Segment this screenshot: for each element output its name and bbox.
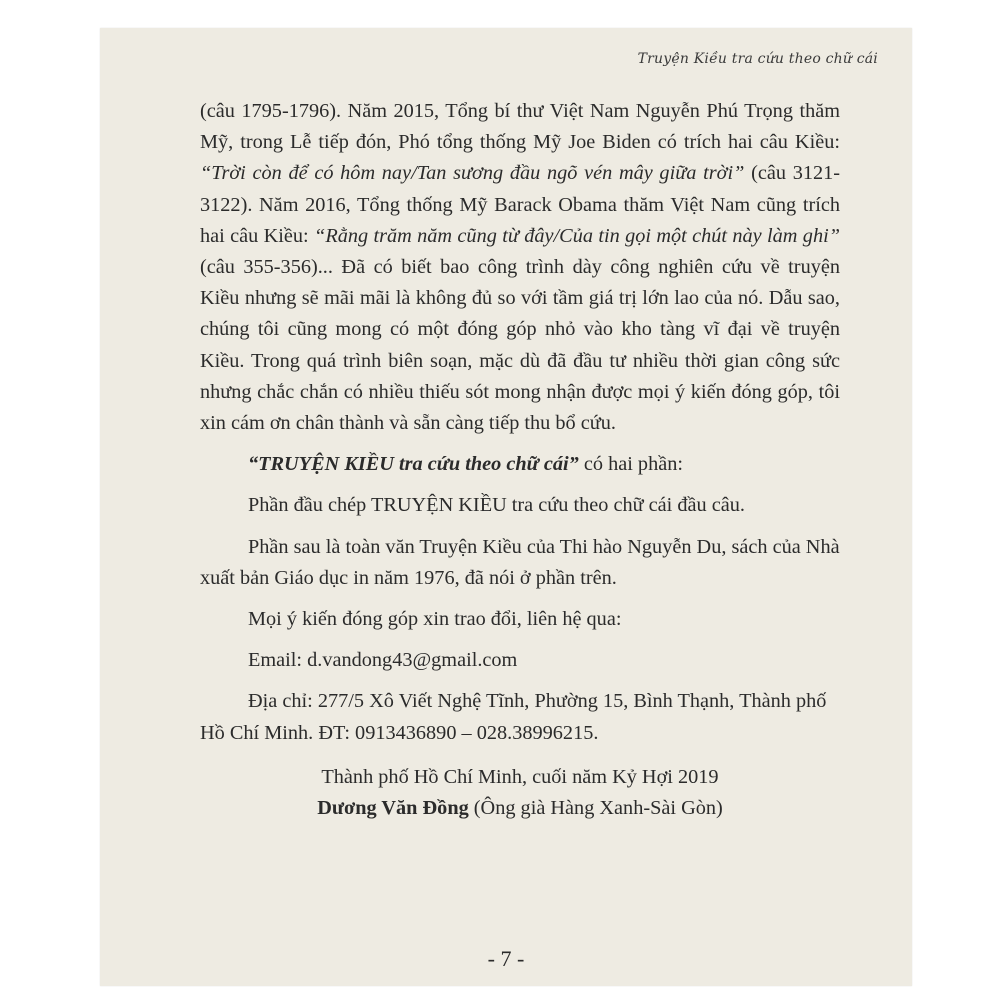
intro-text-2: (câu 3121-3122). Năm 2016, Tổng thống Mỹ Barack Obama thăm Việt Nam cũng trích hai câu Kiều: bbox=[200, 162, 841, 247]
author-alias: (Ông già Hàng Xanh-Sài Gòn) bbox=[468, 797, 723, 820]
body-text bbox=[200, 96, 840, 824]
intro-text-3: (câu 355-356)... Đã có biết bao công trình dày công nghiên cứu về truyện Kiều nhưng sẽ mãi mãi là không đủ so với tầm giá trị lớn lao của nó. Dẫu sao, chúng tôi cũng mong có một đóng góp nhỏ vào kho tàng vĩ đại về truyện Kiều. Trong quá trình biên soạn, mặc dù đã đầu tư nhiều thời gian công sức nhưng chắc chắn có nhiều thiếu sót mong nhận được mọi ý kiến đóng góp, tôi xin cám ơn chân thành và sẵn càng tiếp thu bổ cứu. bbox=[200, 256, 840, 435]
intro-text-1: (câu 1795-1796). Năm 2015, Tổng bí thư Việt Nam Nguyễn Phú Trọng thăm Mỹ, trong Lễ tiếp đón, Phó tổng thống Mỹ Joe Biden có trích hai câu Kiều: bbox=[200, 100, 840, 154]
part-one-description: Phần đầu chép TRUYỆN KIỀU tra cứu theo chữ cái đầu câu. bbox=[248, 494, 745, 517]
signature-place-date: Thành phố Hồ Chí Minh, cuối năm Kỷ Hợi 2019 bbox=[321, 765, 719, 788]
book-page bbox=[100, 28, 912, 986]
contact-address: Địa chỉ: 277/5 Xô Viết Nghệ Tĩnh, Phường 15, Bình Thạnh, Thành phố Hồ Chí Minh. ĐT: 0913436890 – 028.38996215. bbox=[200, 690, 827, 744]
parts-intro-rest: có hai phần: bbox=[578, 453, 683, 476]
kieu-quote-2: “Rằng trăm năm cũng từ đây/Của tin gọi một chút này làm ghi” bbox=[314, 224, 840, 247]
signature-author bbox=[200, 793, 840, 824]
kieu-quote-1: “Trời còn để có hôm nay/Tan sương đầu ngõ vén mây giữa trời” bbox=[200, 162, 745, 185]
part-two-description: Phần sau là toàn văn Truyện Kiều của Thi hào Nguyễn Du, sách của Nhà xuất bản Giáo dục in năm 1976, đã nói ở phần trên. bbox=[200, 535, 840, 589]
contact-email: Email: d.vandong43@gmail.com bbox=[248, 649, 518, 672]
page-number: - 7 - bbox=[487, 946, 525, 971]
author-name: Dương Văn Đồng bbox=[317, 797, 469, 820]
running-header: Truyện Kiều tra cứu theo chữ cái bbox=[637, 51, 878, 67]
book-title: “TRUYỆN KIỀU tra cứu theo chữ cái” bbox=[248, 453, 579, 476]
contact-invite: Mọi ý kiến đóng góp xin trao đổi, liên hệ qua: bbox=[248, 608, 622, 631]
intro-paragraph bbox=[200, 96, 840, 439]
parts-intro bbox=[200, 449, 840, 480]
